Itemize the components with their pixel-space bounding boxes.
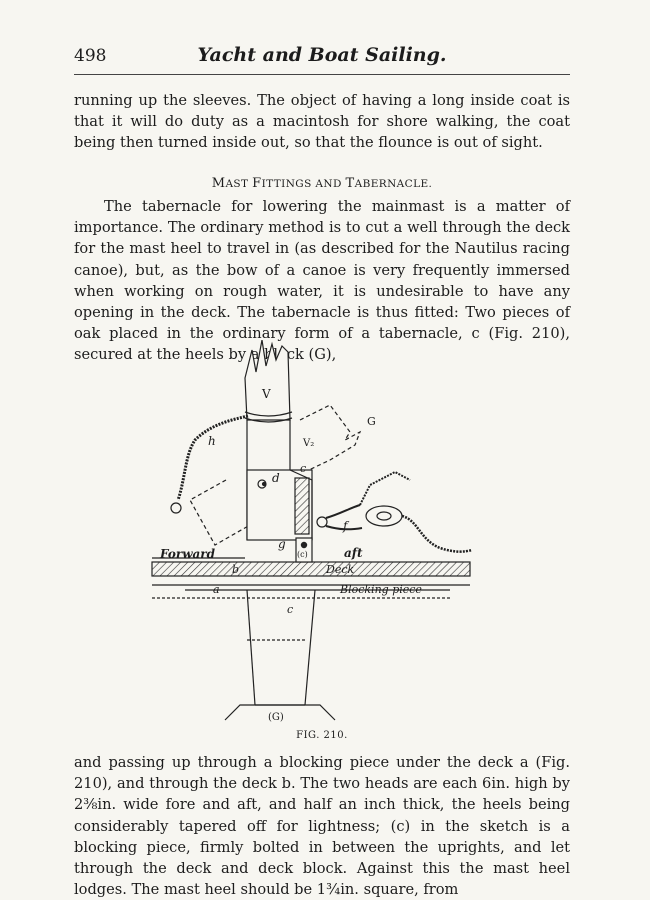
rope-lower [402,516,472,552]
label-c-upper: c [300,462,307,475]
running-title: Yacht and Boat Sailing. [197,44,447,66]
label-V2: V₂ [303,438,315,449]
shackle-ring [317,517,327,527]
rope-f-upper [326,505,360,518]
block-c-bolt [301,542,306,547]
label-d: d [272,471,280,485]
label-G-bottom: (G) [268,712,284,723]
page-header [74,42,570,72]
label-c-lower: c [287,603,294,616]
lower-tabernacle-right [305,590,315,705]
label-G-top: G [367,415,376,428]
label-V: V [262,387,271,401]
rope-upper [360,472,410,505]
paragraph-tabernacle: The tabernacle for lowering the mainmast is a matter of importance. The ordinary method is to cut a well through the deck for the mast heel to travel in (as described for the Nautilus racing canoe), but, as the bow of a canoe is very frequently immersed when working on rough water, it is undesirable to have any opening in the deck. The tabernacle is thus fitted: Two pieces of oak placed in the ordinary form of a tabernacle, c (Fig. 210), secured at the heels by a block (G), [74,198,570,364]
section-title: MAST FITTINGS AND TABERNACLE. [211,176,433,191]
tabernacle-side-hatch [295,478,309,534]
paragraph-sleeves: running up the sleeves. The object of having a long inside coat is that it will do duty as a macintosh for shore walking, the coat being then turned inside out, so that the flounce is out of sight. [74,92,570,152]
label-b: b [232,563,240,576]
label-deck: Deck [326,563,355,576]
header-rule [74,74,570,75]
figure-210-tabernacle-diagram [150,340,480,740]
label-g: g [278,537,286,551]
lower-tabernacle-left [247,590,255,705]
rope-h-ring [171,503,181,513]
pulley-block [366,506,402,526]
label-aft: aft [344,546,363,560]
page-number: 498 [74,46,107,66]
figure-caption: FIG. 210. [296,730,348,741]
label-blocking-piece: Blocking piece [340,583,422,596]
lowered-mast-heel-outline [190,480,250,545]
paragraph-blocking-piece: and passing up through a blocking piece under the deck a (Fig. 210), and through the deck b. The two heads are each 6in. high by 2⅜in. wide fore and aft, and half an inch thick, the heels being considerably tapered off for lightness; (c) in the sketch is a blocking piece, firmly bolted in between the uprights, and let through the deck and deck block. Against this the mast heel lodges. The mast heel should be 1¾in. square, from [74,754,570,899]
label-forward: Forward [160,547,216,561]
label-a: a [213,583,220,596]
deck-hatched [152,562,470,576]
bolt-d-center [263,483,266,486]
mast-top [245,340,290,420]
label-h: h [208,434,216,448]
label-c-paren: (c) [297,550,308,559]
label-f: f [343,519,348,533]
